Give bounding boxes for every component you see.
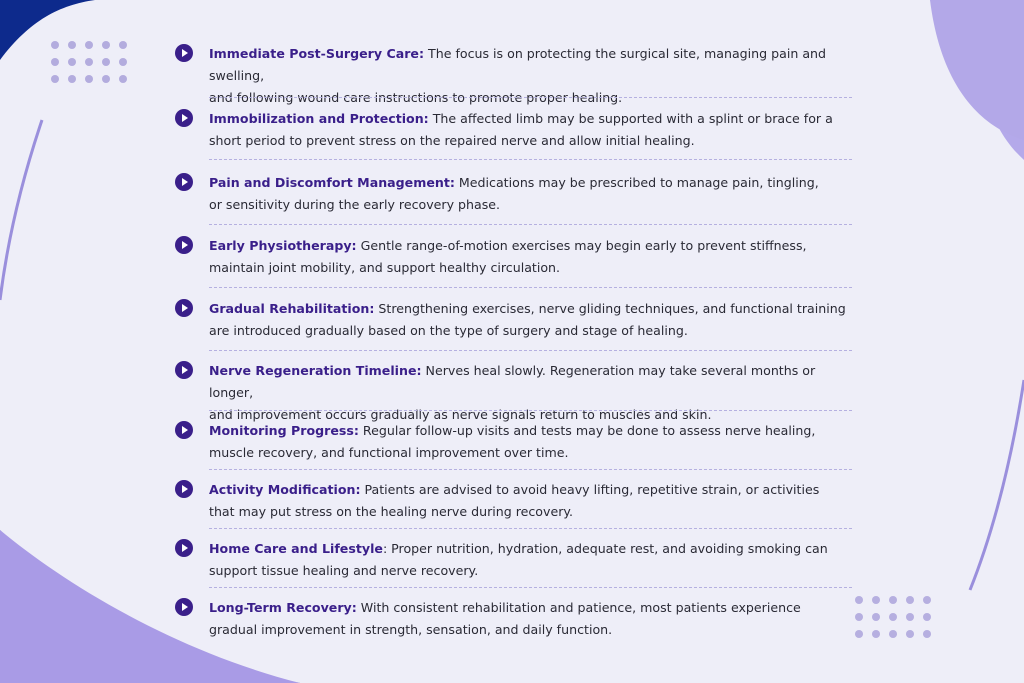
item-line-2: maintain joint mobility, and support healthy circulation. (209, 260, 561, 275)
play-circle-icon (175, 480, 193, 498)
item-line-1: Medications may be prescribed to manage pain, tingling, (454, 175, 819, 190)
item-line-1: The affected limb may be supported with a splint or brace for a (428, 111, 833, 126)
divider (209, 410, 852, 411)
item-line-1: : Proper nutrition, hydration, adequate rest, and avoiding smoking can (382, 541, 828, 556)
item-line-2: or sensitivity during the early recovery phase. (209, 197, 501, 212)
item-line-2: are introduced gradually based on the type of surgery and stage of healing. (209, 323, 688, 338)
item-line-2: gradual improvement in strength, sensation, and daily function. (209, 622, 613, 637)
divider (209, 97, 852, 98)
divider (209, 587, 852, 588)
item-heading: Immobilization and Protection: (209, 111, 429, 126)
divider (209, 287, 852, 288)
item-text (209, 597, 859, 641)
item-text (209, 172, 859, 216)
item-line-1: Regular follow-up visits and tests may be done to assess nerve healing, (358, 423, 816, 438)
item-line-1: With consistent rehabilitation and patience, most patients experience (356, 600, 801, 615)
item-line-1: Nerves heal slowly. Regeneration may take several months or longer, (209, 363, 816, 400)
divider (209, 159, 852, 160)
play-circle-icon (175, 421, 193, 439)
item-text (209, 360, 859, 426)
play-circle-icon (175, 236, 193, 254)
item-line-2: short period to prevent stress on the repaired nerve and allow initial healing. (209, 133, 695, 148)
item-heading: Monitoring Progress: (209, 423, 359, 438)
item-heading: Immediate Post-Surgery Care: (209, 46, 425, 61)
item-line-2: and improvement occurs gradually as nerve signals return to muscles and skin. (209, 407, 712, 422)
item-heading: Home Care and Lifestyle (209, 541, 383, 556)
divider (209, 350, 852, 351)
item-heading: Pain and Discomfort Management: (209, 175, 455, 190)
item-line-2: and following wound care instructions to promote proper healing. (209, 90, 623, 105)
item-text (209, 298, 859, 342)
play-circle-icon (175, 173, 193, 191)
item-text (209, 538, 859, 582)
item-text (209, 43, 859, 109)
play-circle-icon (175, 44, 193, 62)
play-circle-icon (175, 598, 193, 616)
play-circle-icon (175, 109, 193, 127)
divider (209, 528, 852, 529)
item-line-1: Gentle range-of-motion exercises may begin early to prevent stiffness, (356, 238, 807, 253)
play-circle-icon (175, 299, 193, 317)
item-text (209, 108, 859, 152)
play-circle-icon (175, 361, 193, 379)
item-heading: Gradual Rehabilitation: (209, 301, 375, 316)
item-line-1: The focus is on protecting the surgical site, managing pain and swelling, (209, 46, 827, 83)
item-heading: Long-Term Recovery: (209, 600, 357, 615)
item-text (209, 420, 859, 464)
play-circle-icon (175, 539, 193, 557)
item-text (209, 235, 859, 279)
item-line-2: muscle recovery, and functional improvement over time. (209, 445, 569, 460)
item-line-1: Strengthening exercises, nerve gliding techniques, and functional training (374, 301, 846, 316)
divider (209, 224, 852, 225)
item-heading: Early Physiotherapy: (209, 238, 357, 253)
item-line-2: that may put stress on the healing nerve during recovery. (209, 504, 574, 519)
item-line-1: Patients are advised to avoid heavy lifting, repetitive strain, or activities (360, 482, 820, 497)
item-heading: Nerve Regeneration Timeline: (209, 363, 422, 378)
item-text (209, 479, 859, 523)
item-heading: Activity Modification: (209, 482, 361, 497)
divider (209, 469, 852, 470)
item-line-2: support tissue healing and nerve recovery. (209, 563, 479, 578)
